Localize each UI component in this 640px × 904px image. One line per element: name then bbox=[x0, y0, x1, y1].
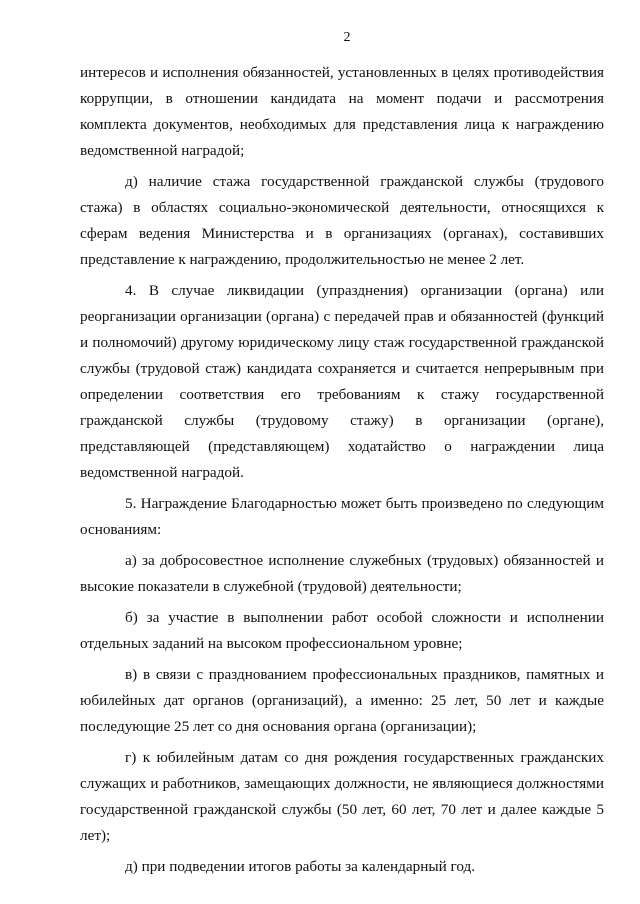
paragraph-item-d-stazh: д) наличие стажа государственной гражданской службы (трудового стажа) в областях социально-экономической деятельности, относящихся к сферам ведения Министерства и в организациях (органах), составивших представление к награждению, продолжительностью не менее 2 лет. bbox=[80, 173, 604, 268]
paragraph-continuation: интересов и исполнения обязанностей, установленных в целях противодействия коррупции, в отношении кандидата на момент подачи и рассмотрения комплекта документов, необходимых для представления лица к награждению ведомственной наградой; bbox=[80, 64, 604, 159]
paragraph-clause-5: 5. Награждение Благодарностью может быть произведено по следующим основаниям: bbox=[80, 495, 604, 538]
paragraph-item-d-itogi: д) при подведении итогов работы за календарный год. bbox=[125, 858, 476, 875]
paragraph-clause-4: 4. В случае ликвидации (упразднения) организации (органа) или реорганизации организации (органа) с передачей прав и обязанностей (функций и полномочий) другому юридическому лицу стаж государственной гражданской службы (трудовой стаж) кандидата сохраняется и считается непрерывным при определении соответствия его требованиям к стажу государственной гражданской службы (трудовому стажу) в организации (органе), представляющей (представляющем) ходатайство о награждении лица ведомственной наградой. bbox=[80, 282, 604, 481]
paragraph-item-v: в) в связи с празднованием профессиональных праздников, памятных и юбилейных дат органов (организаций), а именно: 25 лет, 50 лет и каждые последующие 25 лет со дня основания органа (организации); bbox=[80, 666, 604, 735]
paragraph-item-a: а) за добросовестное исполнение служебных (трудовых) обязанностей и высокие показатели в служебной (трудовой) деятельности; bbox=[80, 552, 604, 595]
page-number: 2 bbox=[343, 30, 351, 45]
paragraph-item-g: г) к юбилейным датам со дня рождения государственных гражданских служащих и работников, замещающих должности, не являющиеся должностями государственной гражданской службы (50 лет, 60 лет, 70 лет и далее каждые 5 лет); bbox=[80, 749, 604, 844]
paragraph-item-b: б) за участие в выполнении работ особой сложности и исполнении отдельных заданий на высоком профессиональном уровне; bbox=[80, 609, 604, 652]
